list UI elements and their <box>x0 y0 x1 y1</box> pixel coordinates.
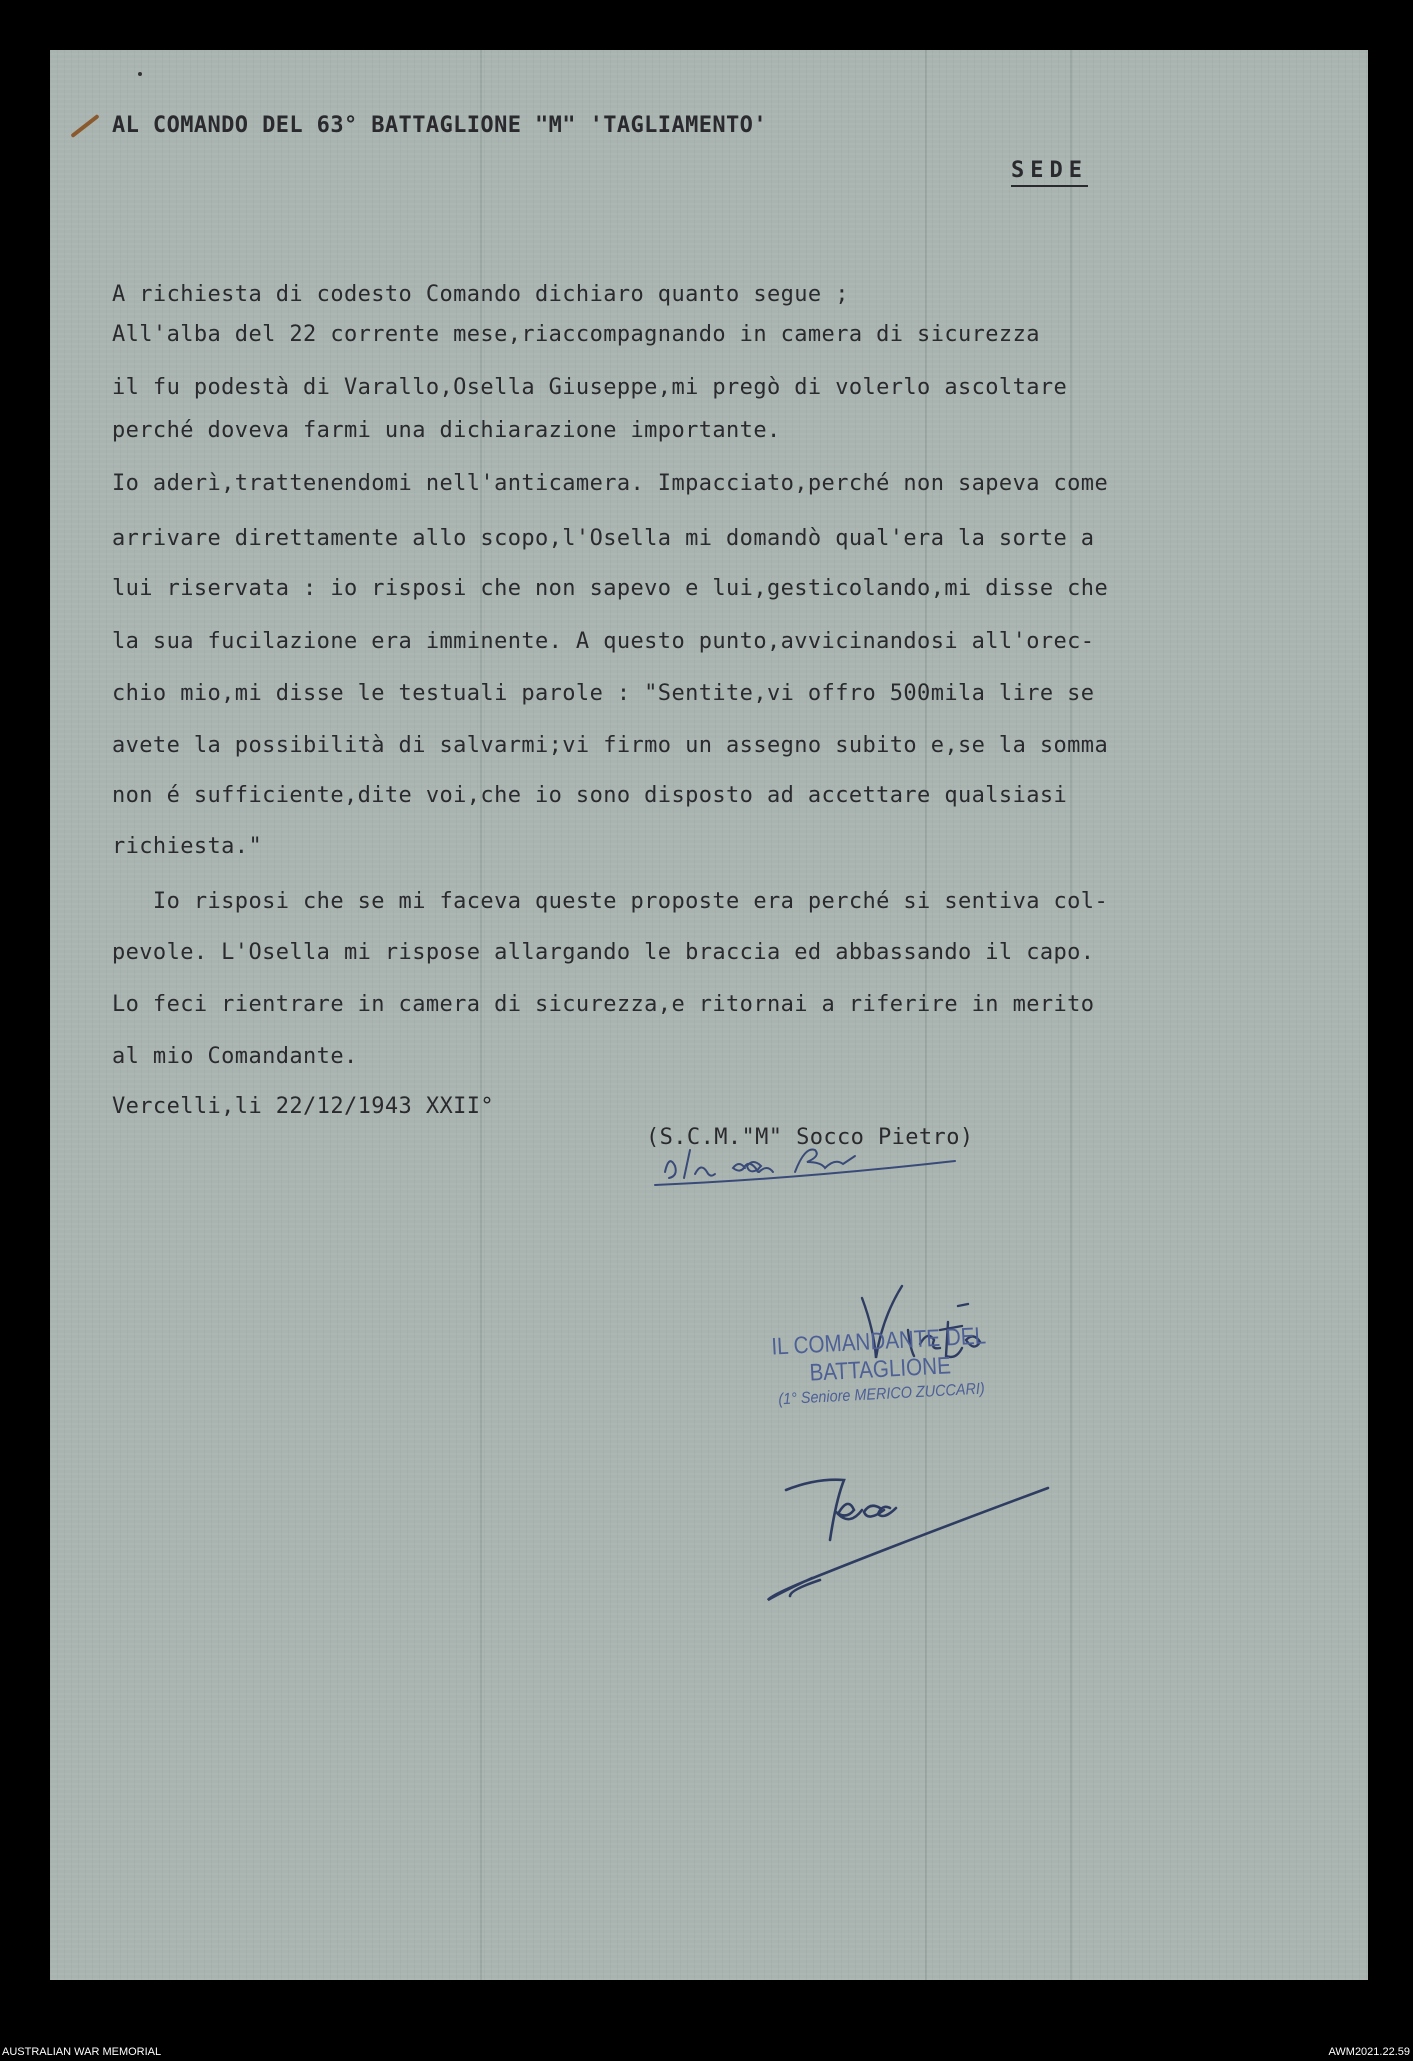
body-line: arrivare direttamente allo scopo,l'Osella mi domandò qual'era la sorte a <box>112 526 1095 551</box>
body-line: Io aderì,trattenendomi nell'anticamera. Impacciato,perché non sapeva come <box>112 471 1109 496</box>
body-line: il fu podestà di Varallo,Osella Giuseppe,mi pregò di volerlo ascoltare <box>112 375 1068 400</box>
body-line: la sua fucilazione era imminente. A questo punto,avvicinandosi all'orec- <box>112 629 1095 654</box>
body-line: Io risposi che se mi faceva queste proposte era perché si sentiva col- <box>112 889 1109 914</box>
body-line: al mio Comandante. <box>112 1044 358 1069</box>
footer-institution: AUSTRALIAN WAR MEMORIAL <box>2 2046 162 2058</box>
footer-accession-number: AWM2021.22.59 <box>1328 2046 1410 2058</box>
body-line: A richiesta di codesto Comando dichiaro quanto segue ; <box>112 282 849 307</box>
body-line: All'alba del 22 corrente mese,riaccompagnando in camera di sicurezza <box>112 322 1040 347</box>
addressee-line: AL COMANDO DEL 63° BATTAGLIONE "M" 'TAGLIAMENTO' <box>112 113 767 138</box>
location-heading: SEDE <box>1011 158 1088 183</box>
stamp-subtitle: (1° Seniore MERICO ZUCCARI) <box>777 1380 986 1409</box>
signatory-name: (S.C.M."M" Socco Pietro) <box>646 1125 974 1150</box>
body-line: pevole. L'Osella mi rispose allargando le braccia ed abbassando il capo. <box>112 940 1095 965</box>
body-line: richiesta." <box>112 834 263 859</box>
body-line: lui riservata : io risposi che non sapevo e lui,gesticolando,mi disse che <box>112 576 1109 601</box>
body-line: non é sufficiente,dite voi,che io sono disposto ad accettare qualsiasi <box>112 783 1068 808</box>
handwritten-signature-socco <box>655 1149 955 1185</box>
body-line: chio mio,mi disse le testuali parole : "Sentite,vi offro 500mila lire se <box>112 681 1095 706</box>
body-line: perché doveva farmi una dichiarazione importante. <box>112 418 781 443</box>
date-line: Vercelli,li 22/12/1943 XXII° <box>112 1094 495 1119</box>
body-line: avete la possibilità di salvarmi;vi firmo un assegno subito e,se la somma <box>112 733 1109 758</box>
stamp-title: IL COMANDANTE DEL BATTAGLIONE <box>770 1322 987 1387</box>
handwritten-commander-signature <box>768 1480 1048 1600</box>
body-line: Lo feci rientrare in camera di sicurezza,e ritornai a riferire in merito <box>112 992 1095 1017</box>
